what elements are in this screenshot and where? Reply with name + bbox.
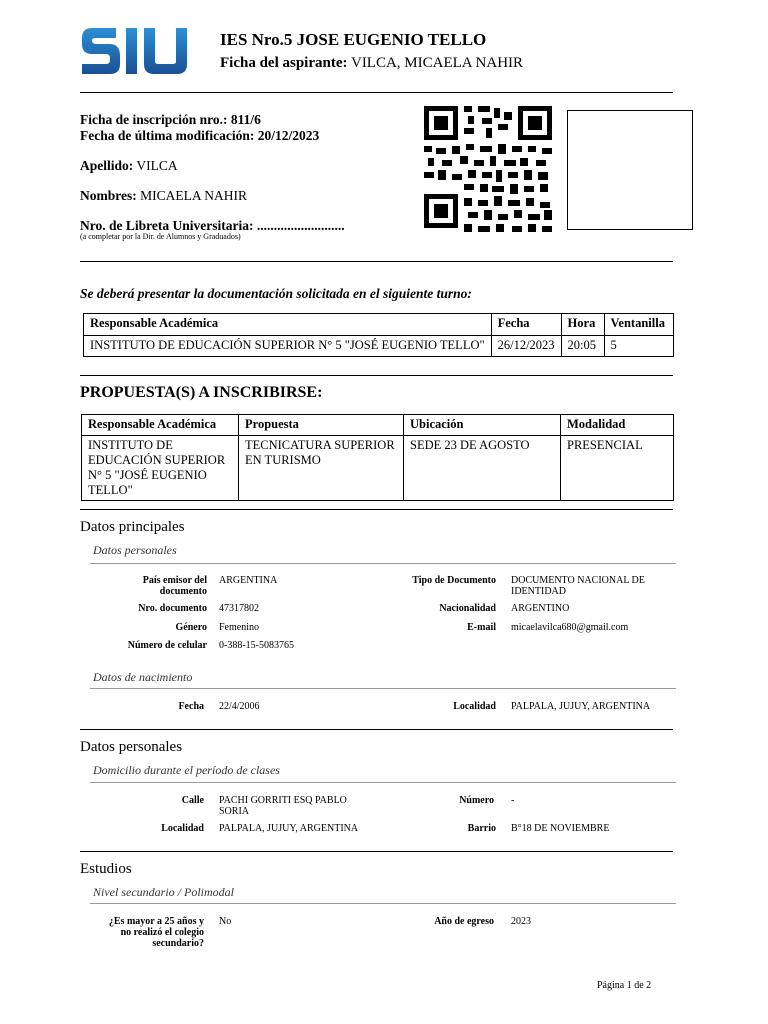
cell-hora: 20:05 <box>561 336 604 357</box>
divider <box>90 563 676 564</box>
cell-fecha: 26/12/2023 <box>491 336 561 357</box>
header-responsable: Responsable Académica <box>84 314 492 336</box>
propuestas-title: PROPUESTA(S) A INSCRIBIRSE: <box>80 384 323 401</box>
barrio-value: B°18 DE NOVIEMBRE <box>511 823 610 834</box>
divider <box>80 92 673 93</box>
celular-label: Número de celular <box>127 640 207 651</box>
nombres-line <box>80 188 247 204</box>
mayor-25-label: ¿Es mayor a 25 años y no realizó el colegio secundario? <box>108 916 204 949</box>
libreta-line: Nro. de Libreta Universitaria: .......................... <box>80 218 345 233</box>
cell-ventanilla: 5 <box>604 336 673 357</box>
egreso-label: Año de egreso <box>434 916 494 927</box>
siu-logo <box>80 24 195 78</box>
table-header-row <box>82 415 674 436</box>
photo-box <box>567 110 693 230</box>
localidad-value: PALPALA, JUJUY, ARGENTINA <box>219 823 359 834</box>
libreta-note: (a completar por la Dir. de Alumnos y Graduados) <box>80 232 241 241</box>
header-fecha: Fecha <box>491 314 561 336</box>
nacionalidad-value: ARGENTINO <box>511 603 570 614</box>
aspirante-label: Ficha del aspirante: <box>220 55 348 71</box>
header-ventanilla: Ventanilla <box>604 314 673 336</box>
numero-value: - <box>511 795 515 806</box>
divider <box>80 851 673 852</box>
section-title-estudios: Estudios <box>80 861 132 877</box>
divider <box>80 261 673 262</box>
turno-message: Se deberá presentar la documentación solicitada en el siguiente turno: <box>80 286 472 301</box>
barrio-label: Barrio <box>467 823 496 834</box>
section-title-datos-personales: Datos personales <box>80 739 183 755</box>
nombres-label: Nombres: <box>80 188 137 203</box>
nro-doc-value: 47317802 <box>219 603 259 614</box>
turno-table <box>83 313 674 357</box>
apellido-line <box>80 158 178 174</box>
mayor-25-value: No <box>219 916 232 927</box>
apellido-label: Apellido: <box>80 158 134 173</box>
institution-name: IES Nro.5 JOSE EUGENIO TELLO <box>220 30 487 49</box>
aspirante-line <box>220 55 523 72</box>
subsection-datos-nacimiento: Datos de nacimiento <box>93 670 193 684</box>
inscripcion-number: Ficha de inscripción nro.: 811/6 <box>80 112 261 127</box>
localidad-label: Localidad <box>161 823 204 834</box>
divider <box>80 729 673 730</box>
localidad-nacimiento-value: PALPALA, JUJUY, ARGENTINA <box>511 701 651 712</box>
egreso-value: 2023 <box>511 916 531 927</box>
qr-code <box>424 106 552 232</box>
divider <box>80 375 673 376</box>
section-title-datos-principales: Datos principales <box>80 519 185 535</box>
table-row <box>84 336 674 357</box>
celular-value: 0-388-15-5083765 <box>219 640 294 651</box>
genero-value: Femenino <box>219 622 259 633</box>
header-responsable: Responsable Académica <box>82 415 239 436</box>
header-propuesta: Propuesta <box>239 415 404 436</box>
subsection-nivel-secundario: Nivel secundario / Polimodal <box>93 885 234 899</box>
localidad-nacimiento-label: Localidad <box>453 701 496 712</box>
page-number: Página 1 de 2 <box>597 980 652 991</box>
table-row <box>82 436 674 501</box>
email-value: micaelavilca680@gmail.com <box>511 622 629 633</box>
divider <box>80 509 673 510</box>
cell-modalidad: PRESENCIAL <box>561 436 674 501</box>
tipo-doc-value: DOCUMENTO NACIONAL DE IDENTIDAD <box>511 575 645 597</box>
cell-responsable: INSTITUTO DE EDUCACIÓN SUPERIOR N° 5 "JOSÉ EUGENIO TELLO" <box>82 436 239 501</box>
table-header-row <box>84 314 674 336</box>
header-ubicacion: Ubicación <box>404 415 561 436</box>
subsection-domicilio: Domicilio durante el período de clases <box>93 763 280 777</box>
aspirante-name: VILCA, MICAELA NAHIR <box>350 55 524 71</box>
propuestas-table <box>81 414 674 501</box>
header-hora: Hora <box>561 314 604 336</box>
divider <box>90 782 676 783</box>
divider <box>90 903 676 904</box>
divider <box>90 688 676 689</box>
pais-value: ARGENTINA <box>219 575 278 586</box>
pais-label: País emisor del documento <box>142 575 207 597</box>
genero-label: Género <box>175 622 207 633</box>
tipo-doc-label: Tipo de Documento <box>412 575 496 586</box>
cell-propuesta: TECNICATURA SUPERIOR EN TURISMO <box>239 436 404 501</box>
numero-label: Número <box>459 795 494 806</box>
calle-label: Calle <box>181 795 204 806</box>
subsection-datos-personales: Datos personales <box>93 543 177 557</box>
cell-ubicacion: SEDE 23 DE AGOSTO <box>404 436 561 501</box>
nombres-value: MICAELA NAHIR <box>140 188 247 203</box>
calle-value: PACHI GORRITI ESQ PABLO SORIA <box>219 795 347 817</box>
nacionalidad-label: Nacionalidad <box>439 603 496 614</box>
modification-date: Fecha de última modificación: 20/12/2023 <box>80 128 320 143</box>
nro-doc-label: Nro. documento <box>138 603 207 614</box>
fecha-nacimiento-value: 22/4/2006 <box>219 701 260 712</box>
apellido-value: VILCA <box>136 158 178 173</box>
header-modalidad: Modalidad <box>561 415 674 436</box>
cell-responsable: INSTITUTO DE EDUCACIÓN SUPERIOR N° 5 "JOSÉ EUGENIO TELLO" <box>84 336 492 357</box>
email-label: E-mail <box>467 622 496 633</box>
fecha-nacimiento-label: Fecha <box>178 701 204 712</box>
